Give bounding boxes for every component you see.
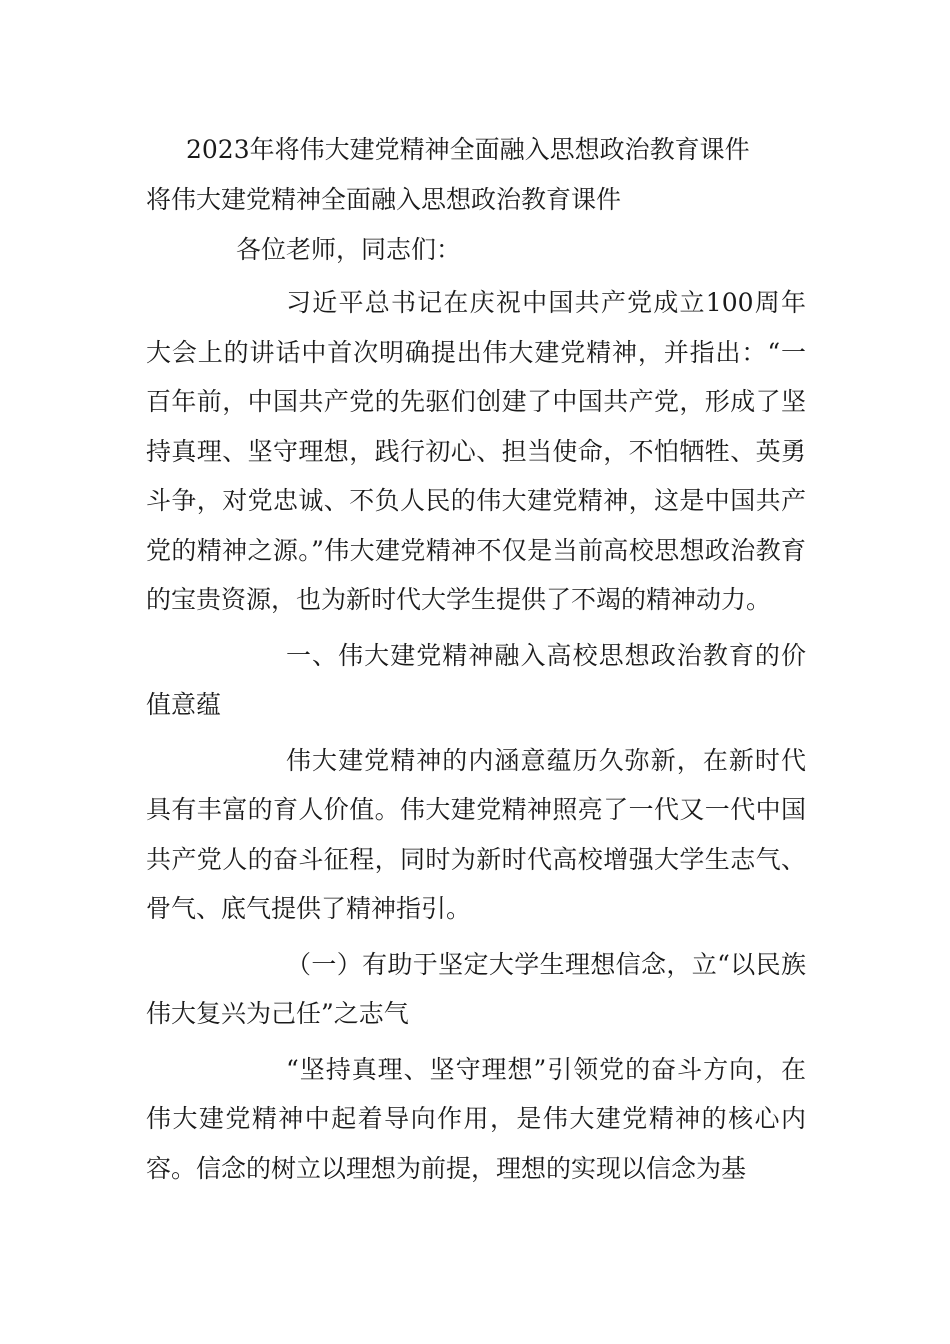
greeting: 各位老师，同志们： xyxy=(236,235,462,264)
document-subtitle: 将伟大建党精神全面融入思想政治教育课件 xyxy=(146,185,622,214)
document-title: 2023年将伟大建党精神全面融入思想政治教育课件 xyxy=(186,135,750,164)
subsection-heading-1: （一）有助于坚定大学生理想信念，立“以民族伟大复兴为己任”之志气 xyxy=(146,949,806,1028)
section-heading-1: 一、伟大建党精神融入高校思想政治教育的价值意蕴 xyxy=(146,640,806,719)
document-body xyxy=(146,128,806,1193)
paragraph-section-1: 伟大建党精神的内涵意蕴历久弥新，在新时代具有丰富的育人价值。伟大建党精神照亮了一代又一代中国共产党人的奋斗征程，同时为新时代高校增强大学生志气、骨气、底气提供了精神指引。 xyxy=(146,745,806,923)
paragraph-intro: 习近平总书记在庆祝中国共产党成立100周年大会上的讲话中首次明确提出伟大建党精神，并指出：“一百年前，中国共产党的先驱们创建了中国共产党，形成了坚持真理、坚守理想，践行初心、担当使命，不怕牺牲、英勇斗争，对党忠诚、不负人民的伟大建党精神，这是中国共产党的精神之源。”伟大建党精神不仅是当前高校思想政治教育的宝贵资源，也为新时代大学生提供了不竭的精神动力。 xyxy=(146,288,806,614)
paragraph-subsection-1: “坚持真理、坚守理想”引领党的奋斗方向，在伟大建党精神中起着导向作用，是伟大建党精神的核心内容。信念的树立以理想为前提，理想的实现以信念为基 xyxy=(146,1054,806,1183)
